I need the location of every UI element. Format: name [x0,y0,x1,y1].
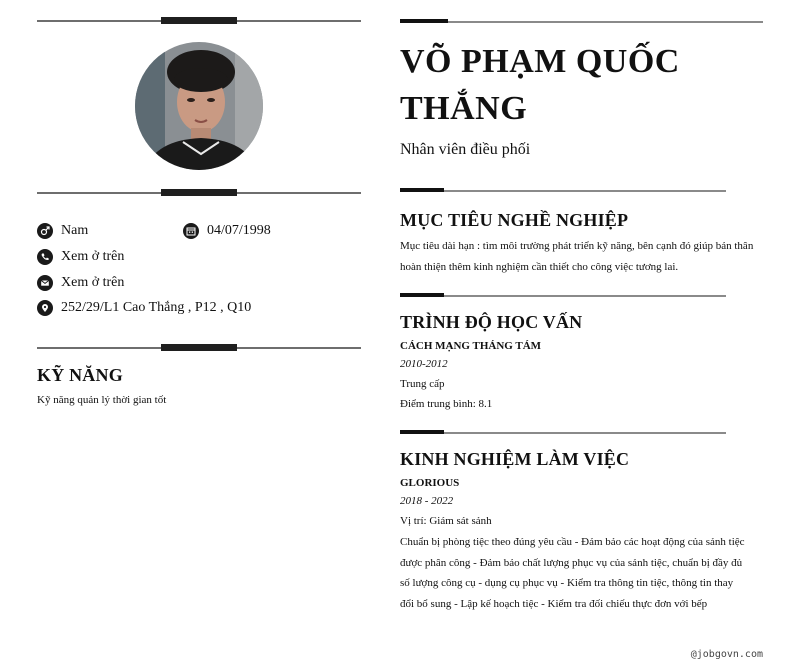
phone-value: Xem ở trên [61,249,125,264]
birthdate-row [183,223,271,239]
gender-row [37,223,88,239]
email-value: Xem ở trên [61,275,125,290]
experience-position: Vị trí: Giám sát sảnh [400,515,492,527]
address-row [37,300,251,316]
objective-divider [400,190,726,192]
experience-desc-line3: số lượng công cụ - dụng cụ phục vụ - Kiểm tra thông tin tiệc, thông tin thay [400,577,734,589]
experience-company: GLORIOUS [400,477,460,489]
address-value: 252/29/L1 Cao Thắng , P12 , Q10 [61,300,252,315]
gender-icon [37,223,53,239]
experience-title: KINH NGHIỆM LÀM VIỆC [400,449,630,469]
right-divider-top [400,21,763,23]
objective-text-line2: hoàn thiện thêm kinh nghiệm cần thiết cho công việc tương lai. [400,261,679,273]
education-title: TRÌNH ĐỘ HỌC VẤN [400,312,583,332]
skills-title: KỸ NĂNG [37,365,123,385]
left-divider-top [37,20,361,22]
education-divider [400,295,726,297]
education-gpa: Điểm trung bình: 8.1 [400,398,493,410]
objective-title: MỤC TIÊU NGHỀ NGHIỆP [400,210,629,230]
email-row [37,275,124,291]
calendar-icon [183,223,199,239]
experience-divider [400,432,726,434]
phone-row [37,249,124,265]
job-title: Nhân viên điều phối [400,141,531,158]
location-pin-icon [37,300,53,316]
experience-desc-line2: được phân công - Đảm bảo chất lượng phục vụ của sảnh tiệc, chuẩn bị đầy đủ [400,557,743,569]
gender-value: Nam [61,223,89,238]
left-divider-skills [37,347,361,349]
email-icon [37,275,53,291]
left-divider-middle [37,192,361,194]
education-period: 2010-2012 [400,358,448,370]
education-school: CÁCH MẠNG THÁNG TÁM [400,340,542,352]
education-level: Trung cấp [400,378,445,390]
birthdate-value: 04/07/1998 [207,223,271,238]
watermark: @jobgovn.com [690,649,763,660]
experience-period: 2018 - 2022 [400,495,454,507]
experience-desc-line1: Chuẩn bị phòng tiệc theo đúng yêu cầu - Đảm bảo các hoạt động của sảnh tiệc [400,536,745,548]
phone-icon [37,249,53,265]
full-name: VÕ PHẠM QUỐC THẮNG [400,43,680,127]
avatar [135,42,263,170]
experience-desc-line4: đổi bổ sung - Lập kế hoạch tiệc - Kiểm tra đối chiếu thực đơn với bếp [400,598,708,610]
skill-item: Kỹ năng quản lý thời gian tốt [37,394,167,406]
objective-text-line1: Mục tiêu dài hạn : tìm môi trường phát triển kỹ năng, bên cạnh đó giúp bản thân [400,240,754,252]
